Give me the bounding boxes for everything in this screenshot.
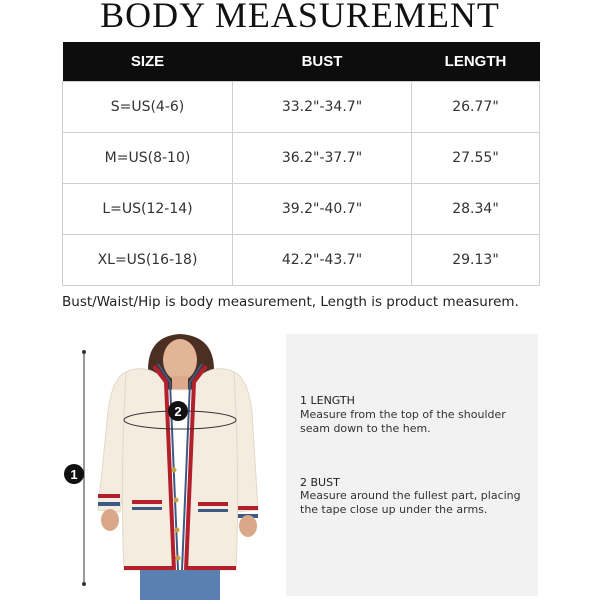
- left-cuff-red: [98, 494, 120, 498]
- bust-instruction-text: Measure around the fullest part, placing the tape close up under the arms.: [300, 489, 521, 516]
- table-row: [63, 82, 540, 133]
- cardigan-left-panel: [122, 369, 172, 570]
- table-row: [63, 133, 540, 184]
- size-cell: M=US(8-10): [63, 133, 233, 184]
- bust-instruction-title: 2 BUST: [300, 476, 340, 489]
- header-length: LENGTH: [412, 42, 540, 82]
- table-header-row: [63, 42, 540, 82]
- length-instruction-title: 1 LENGTH: [300, 394, 355, 407]
- length-cell: 29.13": [412, 235, 540, 286]
- left-hand: [101, 509, 119, 531]
- left-pocket-blue: [132, 507, 162, 510]
- length-cell: 26.77": [412, 82, 540, 133]
- length-line-bottom-dot: [82, 582, 86, 586]
- bust-cell: 36.2"-37.7": [233, 133, 412, 184]
- table-row: [63, 184, 540, 235]
- length-line-top-dot: [82, 350, 86, 354]
- size-cell: L=US(12-14): [63, 184, 233, 235]
- right-pocket-blue: [198, 509, 228, 512]
- bust-cell: 42.2"-43.7": [233, 235, 412, 286]
- left-pocket-red: [132, 500, 162, 504]
- length-marker-number: 1: [70, 467, 78, 482]
- length-cell: 27.55": [412, 133, 540, 184]
- bust-cell: 33.2"-34.7": [233, 82, 412, 133]
- size-cell: XL=US(16-18): [63, 235, 233, 286]
- header-bust: BUST: [233, 42, 412, 82]
- left-hem-trim: [124, 566, 174, 570]
- cardigan-illustration: [62, 330, 282, 600]
- model-jeans: [140, 570, 220, 600]
- size-chart-table: [62, 42, 540, 286]
- table-row: [63, 235, 540, 286]
- button: [176, 556, 181, 561]
- button: [174, 498, 179, 503]
- cardigan-figure: [62, 330, 282, 600]
- length-instruction-text: Measure from the top of the shoulder seam down to the hem.: [300, 408, 506, 435]
- header-size: SIZE: [63, 42, 233, 82]
- right-cuff-red: [236, 506, 258, 510]
- bust-marker-number: 2: [174, 404, 182, 419]
- length-cell: 28.34": [412, 184, 540, 235]
- page-title: BODY MEASUREMENT: [100, 0, 500, 35]
- bust-cell: 39.2"-40.7": [233, 184, 412, 235]
- button: [172, 468, 177, 473]
- instruction-panel: [286, 334, 538, 596]
- model-face: [163, 339, 197, 381]
- right-hand: [239, 515, 257, 537]
- right-pocket-red: [198, 502, 228, 506]
- size-cell: S=US(4-6): [63, 82, 233, 133]
- left-cuff-blue: [98, 502, 120, 506]
- button: [175, 528, 180, 533]
- cardigan-right-panel: [188, 369, 238, 570]
- right-hem-trim: [186, 566, 236, 570]
- measurement-note: Bust/Waist/Hip is body measurement, Length is product measurem.: [62, 294, 519, 310]
